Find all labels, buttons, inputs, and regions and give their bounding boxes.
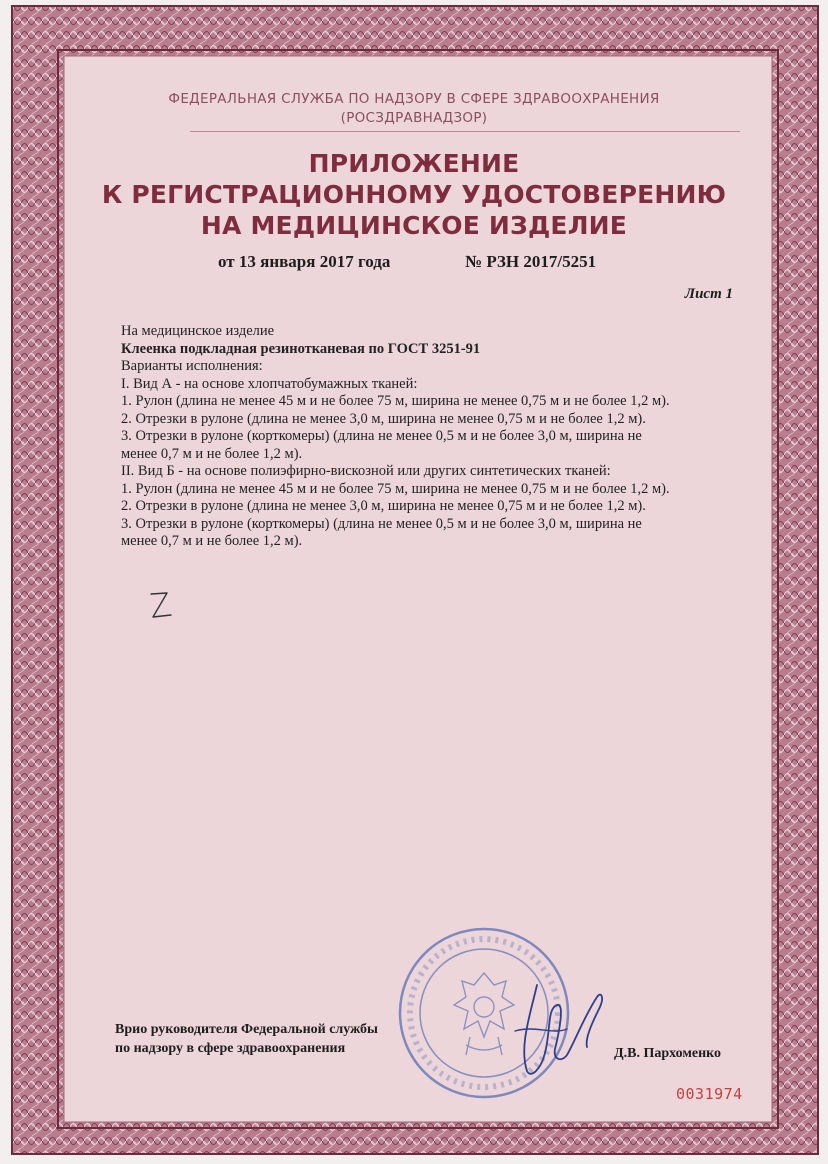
variant-line: 2. Отрезки в рулоне (длина не менее 3,0 м, ширина не менее 0,75 м и не более 1,2 м). bbox=[121, 410, 646, 427]
signer-position-line-2: по надзору в сфере здравоохранения bbox=[115, 1041, 346, 1056]
variant-line: I. Вид А - на основе хлопчатобумажных тканей: bbox=[121, 375, 418, 392]
handwritten-z-mark bbox=[145, 588, 175, 624]
signer-name: Д.В. Пархоменко bbox=[614, 1046, 722, 1061]
product-name: Клеенка подкладная резинотканевая по ГОСТ 3251-91 bbox=[121, 340, 481, 357]
agency-header bbox=[0, 90, 828, 128]
serial-number: 0031974 bbox=[676, 1085, 743, 1103]
intro-text: На медицинское изделие bbox=[121, 323, 275, 339]
signer-position bbox=[115, 1020, 378, 1058]
variant-line: менее 0,7 м и не более 1,2 м). bbox=[121, 533, 303, 549]
signer-position-line-1: Врио руководителя Федеральной службы bbox=[115, 1022, 378, 1037]
variant-line: 3. Отрезки в рулоне (корткомеры) (длина не менее 0,5 м и не более 3,0 м, ширина не bbox=[121, 515, 642, 532]
title-line-2: К РЕГИСТРАЦИОННОМУ УДОСТОВЕРЕНИЮ bbox=[101, 180, 727, 209]
variants-heading: Варианты исполнения: bbox=[121, 358, 263, 374]
variant-line: II. Вид Б - на основе полиэфирно-вискозной или других синтетических тканей: bbox=[121, 463, 611, 479]
variant-line: 1. Рулон (длина не менее 45 м и не более 75 м, ширина не менее 0,75 м и не более 1,2 м). bbox=[121, 393, 670, 409]
agency-short-name: (РОСЗДРАВНАДЗОР) bbox=[340, 110, 488, 126]
header-divider bbox=[190, 131, 740, 132]
title-line-3: НА МЕДИЦИНСКОЕ ИЗДЕЛИЕ bbox=[200, 211, 628, 240]
agency-name: ФЕДЕРАЛЬНАЯ СЛУЖБА ПО НАДЗОРУ В СФЕРЕ ЗДРАВООХРАНЕНИЯ bbox=[168, 91, 660, 107]
variant-line: менее 0,7 м и не более 1,2 м). bbox=[121, 445, 303, 462]
sheet-number: Лист 1 bbox=[684, 286, 733, 302]
document-body bbox=[121, 323, 761, 551]
variant-line: 2. Отрезки в рулоне (длина не менее 3,0 м, ширина не менее 0,75 м и не более 1,2 м). bbox=[121, 498, 646, 514]
title-line-1: ПРИЛОЖЕНИЕ bbox=[308, 149, 520, 178]
variant-line: 1. Рулон (длина не менее 45 м и не более 75 м, ширина не менее 0,75 м и не более 1,2 м). bbox=[121, 480, 670, 497]
document-title bbox=[0, 148, 828, 241]
variant-line: 3. Отрезки в рулоне (корткомеры) (длина не менее 0,5 м и не более 3,0 м, ширина не bbox=[121, 428, 642, 444]
registration-number: № РЗН 2017/5251 bbox=[465, 252, 597, 271]
issue-date: от 13 января 2017 года bbox=[218, 252, 391, 271]
handwritten-signature-icon bbox=[505, 975, 615, 1085]
